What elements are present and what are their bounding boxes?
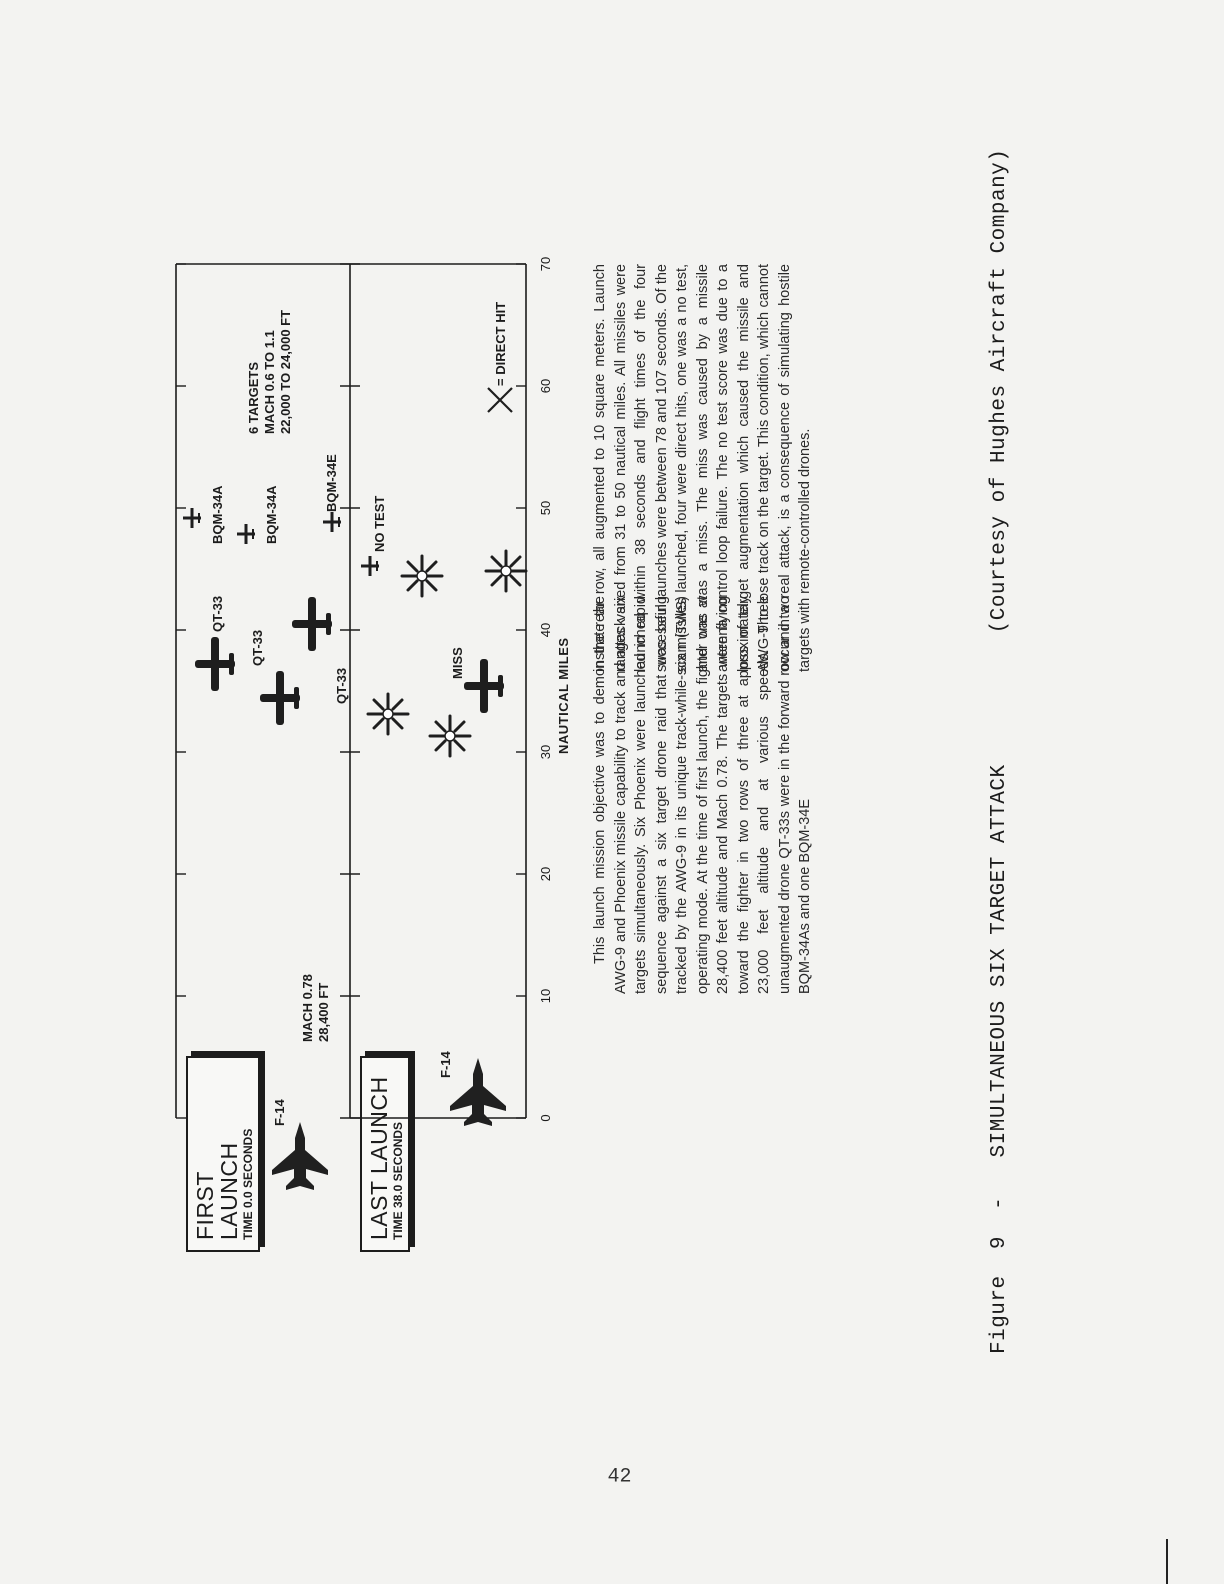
axis-tick-labels [538, 257, 553, 1122]
page-number: 42 [607, 1465, 632, 1489]
targets-count: 6 TARGETS [246, 362, 261, 434]
qt33-icon-1 [195, 637, 235, 691]
f14-last-icon [450, 1058, 506, 1126]
axis-tick-label-30: 30 [538, 744, 553, 760]
bqm34a-icon-2 [237, 524, 255, 544]
direct-hit-legend-icon [488, 388, 512, 412]
hit-burst-icon-1 [368, 694, 408, 734]
qt33-icon-2 [260, 671, 300, 725]
last-launch-time: TIME 38.0 SECONDS [391, 1121, 405, 1240]
fighter-altitude: 28,400 FT [316, 982, 331, 1042]
f14-first-icon [272, 1122, 328, 1190]
qt33-icon-3 [292, 597, 332, 651]
figure-caption: Figure 9 - SIMULTANEOUS SIX TARGET ATTACK (Courtesy of Hughes Aircraft Company) [988, 148, 1011, 1354]
qt33-label-3: QT-33 [334, 667, 349, 704]
bqm34a-label-1: BQM-34A [210, 485, 225, 544]
hit-burst-icon-3 [402, 556, 442, 596]
bqm34a-icon-1 [183, 508, 201, 528]
axis-ticks [176, 264, 526, 1118]
axis-tick-label-10: 10 [538, 988, 553, 1004]
axis-tick-label-0: 0 [538, 1114, 553, 1122]
axis-tick-label-20: 20 [538, 866, 553, 882]
direct-hit-label: = DIRECT HIT [493, 301, 508, 386]
f14-first-label: F-14 [272, 1099, 287, 1126]
bqm34a-label-2: BQM-34A [264, 485, 279, 544]
first-launch-time: TIME 0.0 SECONDS [241, 1128, 255, 1240]
text-column-left-body: This launch mission objective was to demonstrate the AWG-9 and Phoenix missile capability to track and attack six targets simultaneously. Six Phoenix were launched in rapid sequence against a six target drone raid that was being tracked by the AWG-9 in its unique track-while-scan (TWS) operating mode. At the time of first launch, the fighter was at 28,400 feet altitude and Mach 0.78. The targets were flying toward the fighter in two rows of three at approximately 23,000 feet altitude and at various speeds. Three unaugmented drone QT-33s were in the forward row and two BQM-34As and one BQM-34E [592, 596, 813, 994]
x-axis-label: NAUTICAL MILES [556, 637, 571, 754]
fighter-speed: MACH 0.78 [300, 974, 315, 1042]
last-launch-title: LAST LAUNCH [366, 1076, 392, 1240]
bqm34e-label: BQM-34E [324, 454, 339, 512]
first-launch-title: FIRST LAUNCH [192, 1142, 242, 1240]
no-test-label: NO TEST [372, 495, 387, 552]
axis-tick-label-60: 60 [538, 378, 553, 394]
footer-rule [1166, 1539, 1168, 1584]
bqm34e-icon [323, 512, 341, 532]
axis-tick-label-40: 40 [538, 622, 553, 638]
f14-last-label: F-14 [438, 1051, 453, 1078]
axis-tick-label-70: 70 [538, 256, 553, 272]
diagram-frame [176, 264, 526, 1118]
text-column-right [590, 264, 816, 672]
targets-altitude: 22,000 TO 24,000 FT [278, 309, 293, 434]
targets-mach: MACH 0.6 TO 1.1 [262, 330, 277, 434]
qt33-label-2: QT-33 [250, 629, 265, 666]
text-column-right-body: in the rear row, all augmented to 10 square meters. Launch ranges varied from 31 to 50 nautical miles. All missiles were launched within 38 seconds and flight times of the four successful launches were between 78 and 107 seconds. Of the six missiles launched, four were direct hits, one was a no test, and one was a miss. The miss was caused by a missile antenna control loop failure. The no test score was due to a loss of target augmentation which caused the missile and AWG-9 to lose track on the target. This condition, which cannot occur in a real attack, is a consequence of simulating hostile targets with remote-controlled drones. [592, 264, 813, 672]
qt33-label-1: QT-33 [210, 595, 225, 632]
qt33-miss-icon [464, 659, 504, 713]
no-test-drone-icon [361, 556, 379, 576]
miss-label: MISS [450, 647, 465, 679]
axis-tick-label-50: 50 [538, 500, 553, 516]
hit-burst-icon-4 [486, 551, 526, 591]
hit-burst-icon-2 [430, 716, 470, 756]
